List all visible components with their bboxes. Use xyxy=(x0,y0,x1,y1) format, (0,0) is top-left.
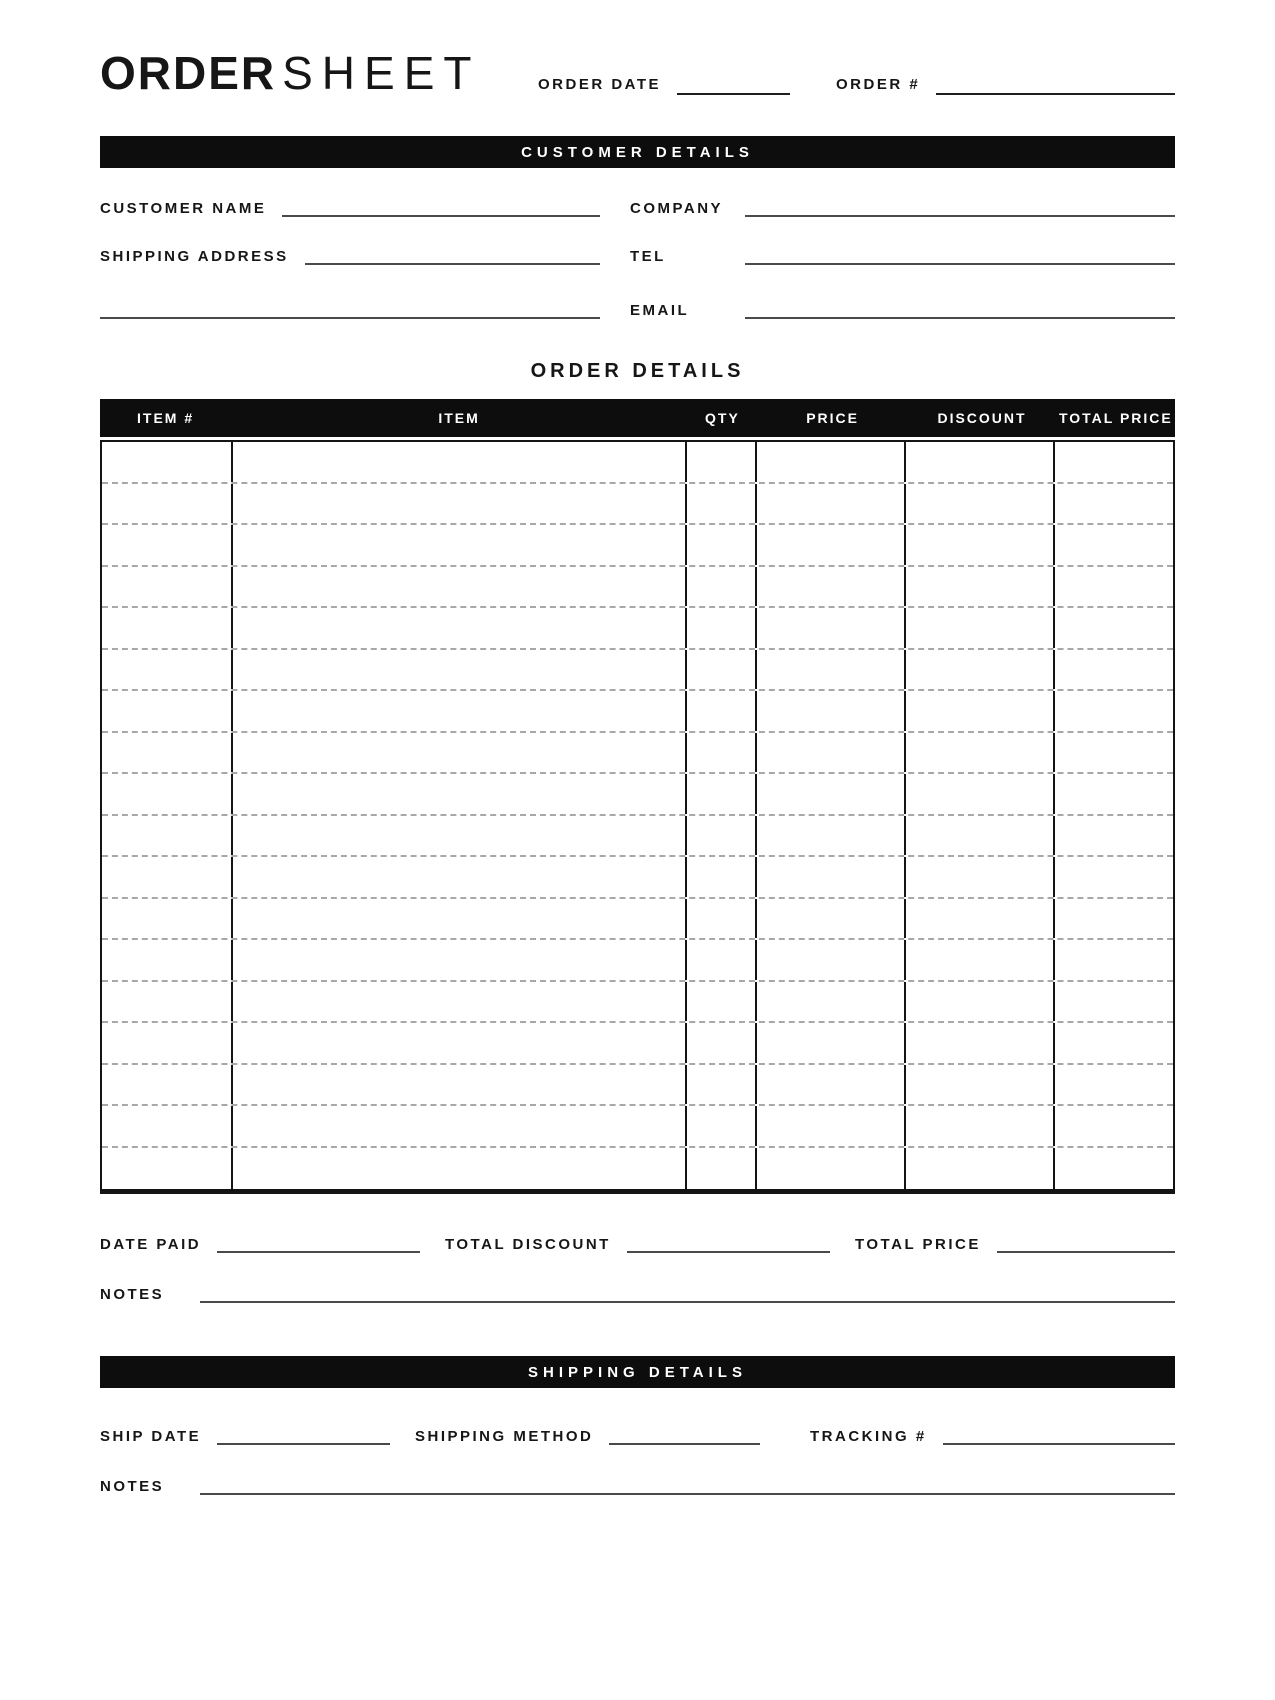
tracking-number-field xyxy=(810,1428,1175,1446)
table-cell[interactable] xyxy=(757,774,906,814)
total-price-input-line[interactable] xyxy=(997,1239,1175,1253)
table-row xyxy=(102,1023,1173,1065)
table-cell[interactable] xyxy=(687,1065,758,1105)
table-cell[interactable] xyxy=(102,899,233,939)
customer-fields-row-3 xyxy=(100,302,1175,320)
table-cell[interactable] xyxy=(757,1065,906,1105)
order-sheet-page xyxy=(0,47,1275,1496)
table-cell[interactable] xyxy=(233,816,687,856)
shipping-details-section-bar xyxy=(100,1356,1175,1388)
table-cell[interactable] xyxy=(1055,774,1173,814)
column-header-qty: QTY xyxy=(705,410,740,426)
table-cell[interactable] xyxy=(757,982,906,1022)
table-row xyxy=(102,608,1173,650)
order-date-field xyxy=(538,76,790,96)
table-cell[interactable] xyxy=(233,484,687,524)
table-cell[interactable] xyxy=(906,1065,1055,1105)
tel-field xyxy=(630,248,1175,266)
table-cell[interactable] xyxy=(687,1106,758,1146)
table-cell[interactable] xyxy=(906,1148,1055,1190)
table-cell[interactable] xyxy=(102,1023,233,1063)
table-cell[interactable] xyxy=(233,857,687,897)
table-cell[interactable] xyxy=(687,1148,758,1190)
table-cell[interactable] xyxy=(906,608,1055,648)
table-cell[interactable] xyxy=(102,484,233,524)
shipping-details-section-title: SHIPPING DETAILS xyxy=(528,1363,747,1381)
table-cell[interactable] xyxy=(687,608,758,648)
table-cell[interactable] xyxy=(906,442,1055,482)
table-cell[interactable] xyxy=(233,1106,687,1146)
table-cell[interactable] xyxy=(233,608,687,648)
table-cell[interactable] xyxy=(102,608,233,648)
table-cell[interactable] xyxy=(1055,650,1173,690)
table-cell[interactable] xyxy=(233,525,687,565)
table-cell[interactable] xyxy=(687,484,758,524)
tel-input-line[interactable] xyxy=(745,251,1175,265)
shipping-address-line2-field xyxy=(100,302,600,320)
ship-date-input-line[interactable] xyxy=(217,1431,390,1445)
table-cell[interactable] xyxy=(233,899,687,939)
shipping-address-input-line[interactable] xyxy=(305,251,600,265)
customer-fields-row-1 xyxy=(100,200,1175,218)
table-cell[interactable] xyxy=(906,733,1055,773)
shipping-address-label: SHIPPING ADDRESS xyxy=(100,248,289,265)
table-cell[interactable] xyxy=(687,650,758,690)
table-cell[interactable] xyxy=(906,1106,1055,1146)
table-cell[interactable] xyxy=(757,442,906,482)
page-title-light: SHEET xyxy=(282,47,481,99)
table-row xyxy=(102,774,1173,816)
table-cell[interactable] xyxy=(906,691,1055,731)
table-cell[interactable] xyxy=(906,982,1055,1022)
table-cell[interactable] xyxy=(906,816,1055,856)
table-cell[interactable] xyxy=(757,940,906,980)
table-cell[interactable] xyxy=(906,1023,1055,1063)
table-cell[interactable] xyxy=(687,691,758,731)
date-paid-label: DATE PAID xyxy=(100,1236,202,1253)
table-cell[interactable] xyxy=(233,940,687,980)
table-cell[interactable] xyxy=(757,857,906,897)
customer-fields-row-2 xyxy=(100,248,1175,266)
order-number-input-line[interactable] xyxy=(936,81,1175,95)
table-cell[interactable] xyxy=(233,1148,687,1190)
table-cell[interactable] xyxy=(687,940,758,980)
table-cell[interactable] xyxy=(1055,1065,1173,1105)
table-row xyxy=(102,899,1173,941)
table-cell[interactable] xyxy=(906,650,1055,690)
column-header-total-price: TOTAL PRICE xyxy=(1058,410,1173,426)
table-cell[interactable] xyxy=(233,1023,687,1063)
table-cell[interactable] xyxy=(1055,608,1173,648)
table-row xyxy=(102,484,1173,526)
shipping-notes-input-line[interactable] xyxy=(200,1481,1175,1495)
table-cell[interactable] xyxy=(102,733,233,773)
table-cell[interactable] xyxy=(102,442,233,482)
table-cell[interactable] xyxy=(906,899,1055,939)
table-cell[interactable] xyxy=(233,691,687,731)
page-title xyxy=(100,47,538,99)
table-cell[interactable] xyxy=(687,857,758,897)
table-cell[interactable] xyxy=(102,525,233,565)
table-cell[interactable] xyxy=(102,1148,233,1190)
table-cell[interactable] xyxy=(102,650,233,690)
table-cell[interactable] xyxy=(102,1106,233,1146)
shipping-notes-field xyxy=(100,1478,1175,1496)
table-cell[interactable] xyxy=(906,484,1055,524)
customer-fields xyxy=(100,200,1175,320)
date-paid-input-line[interactable] xyxy=(217,1239,420,1253)
table-cell[interactable] xyxy=(102,816,233,856)
table-row xyxy=(102,1148,1173,1190)
table-cell[interactable] xyxy=(757,733,906,773)
table-cell[interactable] xyxy=(102,567,233,607)
tracking-number-input-line[interactable] xyxy=(943,1431,1175,1445)
ship-date-label: SHIP DATE xyxy=(100,1428,202,1445)
order-date-input-line[interactable] xyxy=(677,81,790,95)
table-cell[interactable] xyxy=(1055,816,1173,856)
table-cell[interactable] xyxy=(1055,1148,1173,1190)
company-label: COMPANY xyxy=(630,200,724,217)
column-header-item: ITEM xyxy=(438,410,480,426)
table-cell[interactable] xyxy=(757,567,906,607)
table-row xyxy=(102,525,1173,567)
order-table-header xyxy=(100,399,1175,437)
table-row xyxy=(102,1065,1173,1107)
total-discount-field xyxy=(445,1236,830,1254)
payment-notes-field xyxy=(100,1286,1175,1304)
table-row xyxy=(102,691,1173,733)
column-header-price: PRICE xyxy=(806,410,859,426)
table-cell[interactable] xyxy=(687,733,758,773)
page-title-bold: ORDER xyxy=(100,47,277,99)
email-input-line[interactable] xyxy=(745,305,1175,319)
table-row xyxy=(102,1106,1173,1148)
shipping-notes-label: NOTES xyxy=(100,1478,165,1495)
table-cell[interactable] xyxy=(1055,691,1173,731)
shipping-method-input-line[interactable] xyxy=(609,1431,760,1445)
table-cell[interactable] xyxy=(102,774,233,814)
table-cell[interactable] xyxy=(906,525,1055,565)
order-table xyxy=(100,399,1175,1194)
table-cell[interactable] xyxy=(1055,857,1173,897)
table-cell[interactable] xyxy=(102,940,233,980)
shipping-address-line2-input-line[interactable] xyxy=(100,305,600,319)
order-details-heading: ORDER DETAILS xyxy=(530,360,745,382)
shipping-address-field xyxy=(100,248,600,266)
table-cell[interactable] xyxy=(233,442,687,482)
table-cell[interactable] xyxy=(1055,733,1173,773)
table-cell[interactable] xyxy=(757,1023,906,1063)
table-row xyxy=(102,940,1173,982)
date-paid-field xyxy=(100,1236,420,1254)
table-cell[interactable] xyxy=(102,691,233,731)
table-cell[interactable] xyxy=(687,816,758,856)
table-cell[interactable] xyxy=(687,525,758,565)
ship-date-field xyxy=(100,1428,390,1446)
shipping-fields-row xyxy=(100,1428,1175,1446)
total-discount-label: TOTAL DISCOUNT xyxy=(445,1236,611,1253)
table-cell[interactable] xyxy=(757,899,906,939)
email-field xyxy=(630,302,1175,320)
payment-notes-input-line[interactable] xyxy=(200,1289,1175,1303)
table-cell[interactable] xyxy=(687,567,758,607)
table-cell[interactable] xyxy=(757,1148,906,1190)
table-cell[interactable] xyxy=(757,484,906,524)
customer-name-input-line[interactable] xyxy=(282,203,600,217)
tel-label: TEL xyxy=(630,248,666,265)
customer-name-field xyxy=(100,200,600,218)
table-cell[interactable] xyxy=(687,899,758,939)
table-cell[interactable] xyxy=(1055,567,1173,607)
table-cell[interactable] xyxy=(757,691,906,731)
table-row xyxy=(102,982,1173,1024)
table-cell[interactable] xyxy=(233,774,687,814)
table-cell[interactable] xyxy=(687,1023,758,1063)
column-header-item-number: ITEM # xyxy=(137,410,195,426)
table-row xyxy=(102,442,1173,484)
email-label: EMAIL xyxy=(630,302,690,319)
customer-details-section-bar xyxy=(100,136,1175,168)
table-row xyxy=(102,650,1173,692)
table-cell[interactable] xyxy=(906,774,1055,814)
table-cell[interactable] xyxy=(906,567,1055,607)
table-cell[interactable] xyxy=(757,608,906,648)
shipping-method-field xyxy=(415,1428,760,1446)
total-discount-input-line[interactable] xyxy=(627,1239,830,1253)
table-cell[interactable] xyxy=(1055,940,1173,980)
table-row xyxy=(102,857,1173,899)
table-cell[interactable] xyxy=(757,650,906,690)
table-cell[interactable] xyxy=(687,982,758,1022)
table-cell[interactable] xyxy=(102,1065,233,1105)
header-row xyxy=(100,47,1175,99)
customer-name-label: CUSTOMER NAME xyxy=(100,200,267,217)
table-cell[interactable] xyxy=(757,525,906,565)
table-cell[interactable] xyxy=(1055,982,1173,1022)
table-cell[interactable] xyxy=(906,940,1055,980)
total-price-field xyxy=(855,1236,1175,1254)
table-cell[interactable] xyxy=(906,857,1055,897)
table-cell[interactable] xyxy=(1055,1106,1173,1146)
shipping-method-label: SHIPPING METHOD xyxy=(415,1428,594,1445)
table-row xyxy=(102,816,1173,858)
table-cell[interactable] xyxy=(233,982,687,1022)
table-row xyxy=(102,733,1173,775)
table-cell[interactable] xyxy=(1055,525,1173,565)
table-cell[interactable] xyxy=(757,816,906,856)
order-date-label: ORDER DATE xyxy=(538,76,662,93)
table-cell[interactable] xyxy=(757,1106,906,1146)
order-number-field xyxy=(836,76,1175,96)
table-row xyxy=(102,567,1173,609)
payment-notes-label: NOTES xyxy=(100,1286,165,1303)
tracking-number-label: TRACKING # xyxy=(810,1428,927,1445)
table-cell[interactable] xyxy=(1055,1023,1173,1063)
customer-details-section-title: CUSTOMER DETAILS xyxy=(521,143,754,161)
order-number-label: ORDER # xyxy=(836,76,921,93)
table-cell[interactable] xyxy=(1055,899,1173,939)
table-cell[interactable] xyxy=(102,857,233,897)
table-cell[interactable] xyxy=(687,442,758,482)
order-table-body xyxy=(100,440,1175,1194)
company-field xyxy=(630,200,1175,218)
table-cell[interactable] xyxy=(233,1065,687,1105)
table-cell[interactable] xyxy=(1055,442,1173,482)
payment-summary-row xyxy=(100,1236,1175,1254)
total-price-label: TOTAL PRICE xyxy=(855,1236,981,1253)
table-cell[interactable] xyxy=(233,733,687,773)
table-cell[interactable] xyxy=(233,567,687,607)
table-cell[interactable] xyxy=(1055,484,1173,524)
table-cell[interactable] xyxy=(233,650,687,690)
table-cell[interactable] xyxy=(687,774,758,814)
table-cell[interactable] xyxy=(102,982,233,1022)
column-header-discount: DISCOUNT xyxy=(937,410,1027,426)
company-input-line[interactable] xyxy=(745,203,1175,217)
